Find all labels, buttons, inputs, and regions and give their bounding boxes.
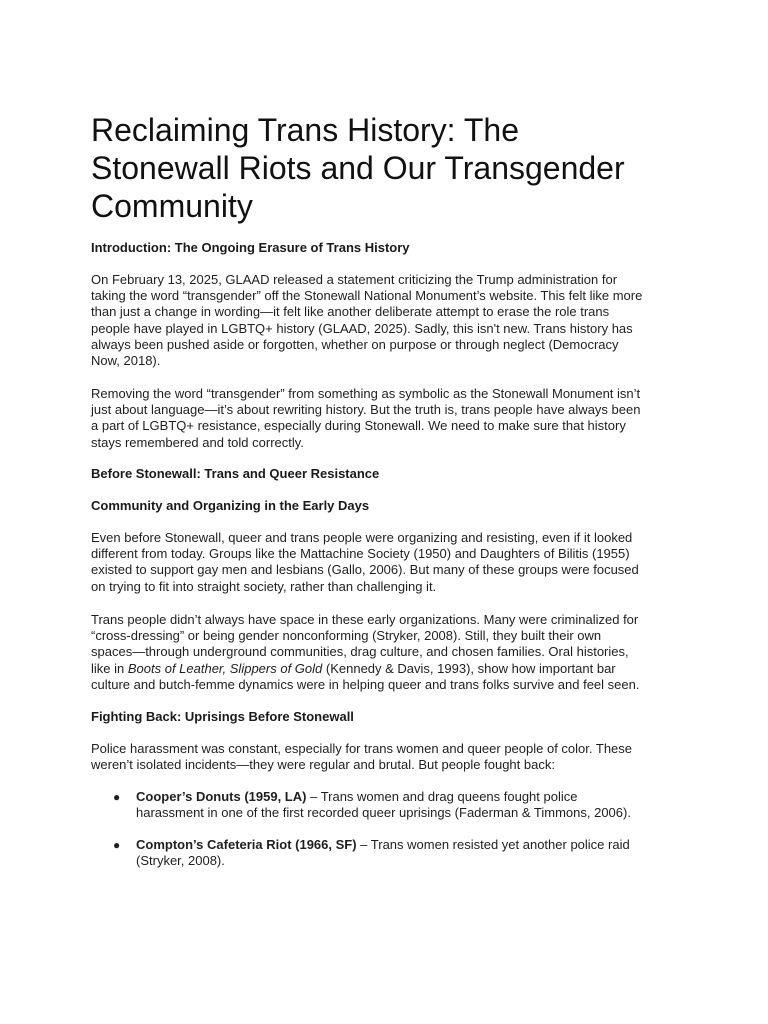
- title-line: Stonewall Riots and Our Transgender: [91, 150, 625, 186]
- paragraph-line: harassment in one of the first recorded queer uprisings (Faderman & Timmons, 2006).: [136, 805, 631, 821]
- paragraph-line: existed to support gay men and lesbians (Gallo, 2006). But many of these groups were focused: [91, 562, 639, 578]
- list-item-text: [136, 837, 630, 869]
- text-run: – Trans women resisted yet another police raid: [356, 837, 630, 852]
- paragraph-line: than just a change in wording—it felt like another deliberate attempt to erase the role trans: [91, 304, 610, 320]
- paragraph-line: Trans people didn’t always have space in these early organizations. Many were criminalized for: [91, 612, 639, 627]
- paragraph-line: people have played in LGBTQ+ history (GLAAD, 2025). Sadly, this isn't new. Trans history has: [91, 320, 633, 336]
- paragraph-line: spaces—through underground communities, drag culture, and chosen families. Oral histories,: [91, 644, 629, 660]
- paragraph-line: [91, 661, 639, 677]
- paragraph-line: always been pushed aside or forgotten, whether on purpose or through neglect (Democracy: [91, 336, 619, 352]
- paragraph-line: taking the word “transgender” off the Stonewall National Monument’s website. This felt like more: [91, 288, 643, 304]
- paragraph-line: Removing the word “transgender” from something as symbolic as the Stonewall Monument isn’t: [91, 386, 641, 401]
- paragraph-line: just about language—it’s about rewriting history. But the truth is, trans people have always been: [91, 402, 641, 418]
- text-run: – Trans women and drag queens fought police: [306, 789, 578, 804]
- title-line: Community: [91, 188, 253, 224]
- page-title: [91, 111, 691, 225]
- book-title: Boots of Leather, Slippers of Gold: [127, 660, 323, 676]
- section-heading-before-stonewall: Before Stonewall: Trans and Queer Resistance: [91, 466, 380, 481]
- paragraph-community-1: [91, 530, 639, 595]
- paragraph-line: [136, 837, 630, 853]
- list-item-text: [136, 789, 631, 821]
- bullet-icon: ●: [113, 790, 121, 804]
- paragraph-line: [136, 789, 631, 805]
- paragraph-community-2: [91, 612, 639, 693]
- list-item-title: Compton’s Cafeteria Riot (1966, SF): [136, 837, 357, 852]
- paragraph-line: a part of LGBTQ+ resistance, especially during Stonewall. We need to make sure that history: [91, 418, 626, 434]
- section-heading-intro: Introduction: The Ongoing Erasure of Trans History: [91, 240, 410, 255]
- title-line: Reclaiming Trans History: The: [91, 112, 519, 148]
- list-item-title: Cooper’s Donuts (1959, LA): [136, 789, 307, 804]
- paragraph-line: culture and butch-femme dynamics were in helping queer and trans folks survive and feel seen.: [91, 676, 640, 692]
- subsection-heading-community: Community and Organizing in the Early Days: [91, 498, 370, 513]
- paragraph-line: stays remembered and told correctly.: [91, 434, 304, 450]
- paragraph-line: weren’t isolated incidents—they were regular and brutal. But people fought back:: [91, 757, 555, 773]
- paragraph-line: “cross-dressing” or being gender nonconforming (Stryker, 2008). Still, they built their own: [91, 628, 602, 644]
- paragraph-intro-1: [91, 272, 642, 369]
- bullet-icon: ●: [113, 838, 121, 852]
- paragraph-line: Now, 2018).: [91, 353, 161, 369]
- text-run: like in: [91, 660, 128, 676]
- text-run: (Kennedy & Davis, 1993), show how important bar: [322, 660, 616, 676]
- paragraph-line: Police harassment was constant, especially for trans women and queer people of color. These: [91, 741, 633, 756]
- subsection-heading-fighting-back: Fighting Back: Uprisings Before Stonewall: [91, 709, 354, 724]
- paragraph-line: (Stryker, 2008).: [136, 853, 225, 869]
- paragraph-line: On February 13, 2025, GLAAD released a statement criticizing the Trump administration for: [91, 272, 618, 287]
- paragraph-intro-2: [91, 386, 640, 451]
- paragraph-line: different from today. Groups like the Mattachine Society (1950) and Daughters of Bilitis (1955): [91, 546, 630, 562]
- paragraph-line: on trying to fit into straight society, rather than challenging it.: [91, 578, 437, 594]
- paragraph-line: Even before Stonewall, queer and trans people were organizing and resisting, even if it looked: [91, 530, 633, 545]
- paragraph-fighting-1: [91, 741, 632, 773]
